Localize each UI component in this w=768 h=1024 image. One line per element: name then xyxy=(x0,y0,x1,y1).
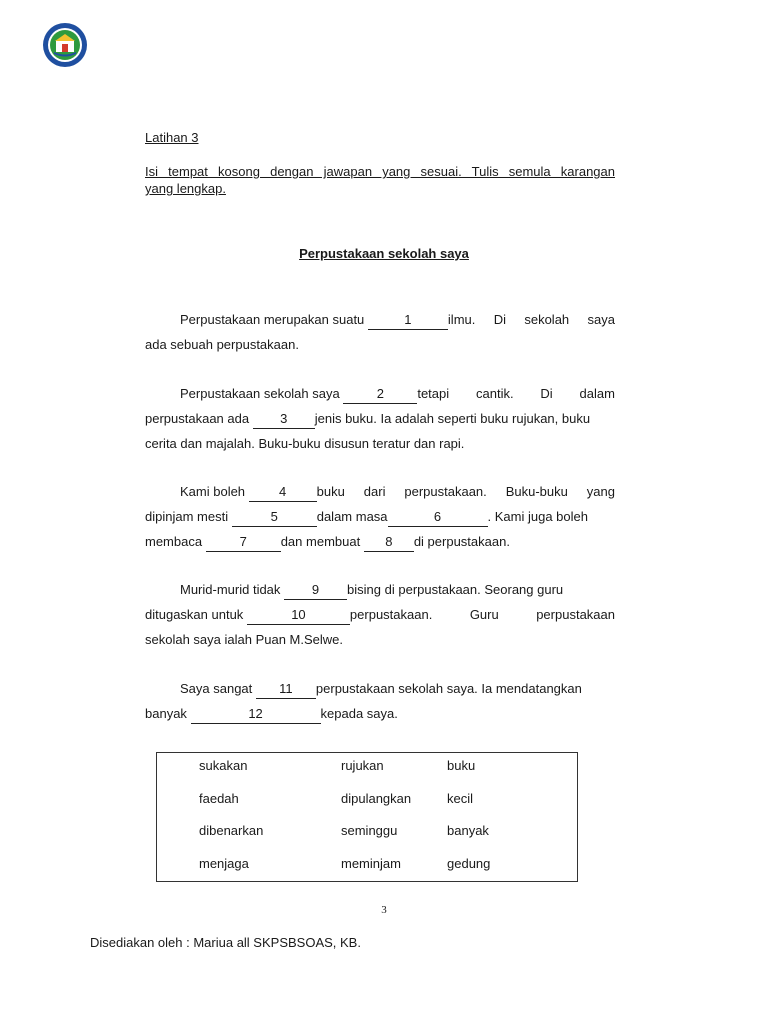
word-option: buku xyxy=(447,758,476,773)
text: perpustakaan. xyxy=(349,607,433,622)
text: dalam masa xyxy=(316,509,388,524)
word-option: meminjam xyxy=(341,856,401,871)
text: saya xyxy=(587,312,615,327)
word-option: banyak xyxy=(447,823,489,838)
text: bising di perpustakaan. Seorang guru xyxy=(347,582,564,597)
footer-credit xyxy=(90,935,361,953)
word-option: seminggu xyxy=(341,823,398,838)
text: yang xyxy=(586,484,615,499)
text: sekolah saya ialah Puan M.Selwe. xyxy=(145,632,344,647)
blank-3[interactable]: 3 xyxy=(253,410,315,429)
word-option: kecil xyxy=(447,791,474,806)
paragraph-1 xyxy=(145,307,615,357)
word-option: rujukan xyxy=(341,758,384,773)
text: dari xyxy=(363,484,386,499)
blank-12[interactable]: 12 xyxy=(191,705,321,724)
blank-11[interactable]: 11 xyxy=(256,680,316,699)
text: perpustakaan xyxy=(536,607,615,622)
text: . Kami juga boleh xyxy=(487,509,588,524)
essay-title: Perpustakaan sekolah saya xyxy=(299,246,469,261)
blank-9[interactable]: 9 xyxy=(284,581,347,600)
text: Kami boleh xyxy=(180,484,246,499)
text: banyak xyxy=(145,706,187,721)
word-option: dipulangkan xyxy=(341,791,412,806)
blank-6[interactable]: 6 xyxy=(388,508,488,527)
text: dalam xyxy=(579,386,615,401)
text: Di xyxy=(540,386,553,401)
word-option: sukakan xyxy=(199,758,248,773)
text: Saya sangat xyxy=(180,681,253,696)
text: ada sebuah perpustakaan. xyxy=(145,337,299,352)
text: ilmu. xyxy=(447,312,476,327)
blank-8[interactable]: 8 xyxy=(364,533,414,552)
text: perpustakaan ada xyxy=(145,411,250,426)
blank-2[interactable]: 2 xyxy=(343,385,417,404)
text: jenis buku. Ia adalah seperti buku rujukan, buku xyxy=(314,411,591,426)
paragraph-2 xyxy=(145,381,615,456)
text: perpustakaan. xyxy=(404,484,487,499)
text: tetapi xyxy=(417,386,450,401)
footer-text: Disediakan oleh : Mariua all SKPSBSOAS, KB. xyxy=(90,935,361,950)
text: ditugaskan untuk xyxy=(145,607,244,622)
text: Buku-buku xyxy=(505,484,568,499)
text: cantik. xyxy=(476,386,514,401)
text: di perpustakaan. xyxy=(413,534,510,549)
paragraph-5 xyxy=(145,676,615,726)
blank-10[interactable]: 10 xyxy=(247,606,350,625)
blank-4[interactable]: 4 xyxy=(249,483,317,502)
page-number: 3 xyxy=(381,904,387,916)
word-option: menjaga xyxy=(199,856,249,871)
word-bank-box xyxy=(156,752,578,882)
text: Perpustakaan sekolah saya xyxy=(180,386,340,401)
text: dipinjam mesti xyxy=(145,509,229,524)
word-option: gedung xyxy=(447,856,491,871)
text: sekolah xyxy=(524,312,570,327)
blank-7[interactable]: 7 xyxy=(206,533,281,552)
text: Murid-murid tidak xyxy=(180,582,281,597)
paragraph-4 xyxy=(145,577,615,652)
instruction-text xyxy=(145,163,615,197)
exercise-heading: Latihan 3 xyxy=(145,130,199,145)
text: perpustakaan sekolah saya. Ia mendatangkan xyxy=(315,681,582,696)
instruction-line-2: yang lengkap. xyxy=(145,181,226,196)
text: membaca xyxy=(145,534,203,549)
text: kepada saya. xyxy=(320,706,398,721)
text: Di xyxy=(493,312,506,327)
paragraph-3 xyxy=(145,479,615,554)
text: Guru xyxy=(469,607,499,622)
word-option: dibenarkan xyxy=(199,823,264,838)
text: Perpustakaan merupakan suatu xyxy=(180,312,365,327)
text: cerita dan majalah. Buku-buku disusun teratur dan rapi. xyxy=(145,436,465,451)
word-option: faedah xyxy=(199,791,239,806)
school-logo xyxy=(42,22,88,68)
text: dan membuat xyxy=(280,534,361,549)
blank-1[interactable]: 1 xyxy=(368,311,448,330)
text: buku xyxy=(316,484,345,499)
instruction-line-1: Isi tempat kosong dengan jawapan yang sesuai. Tulis semula karangan xyxy=(145,164,615,179)
blank-5[interactable]: 5 xyxy=(232,508,317,527)
